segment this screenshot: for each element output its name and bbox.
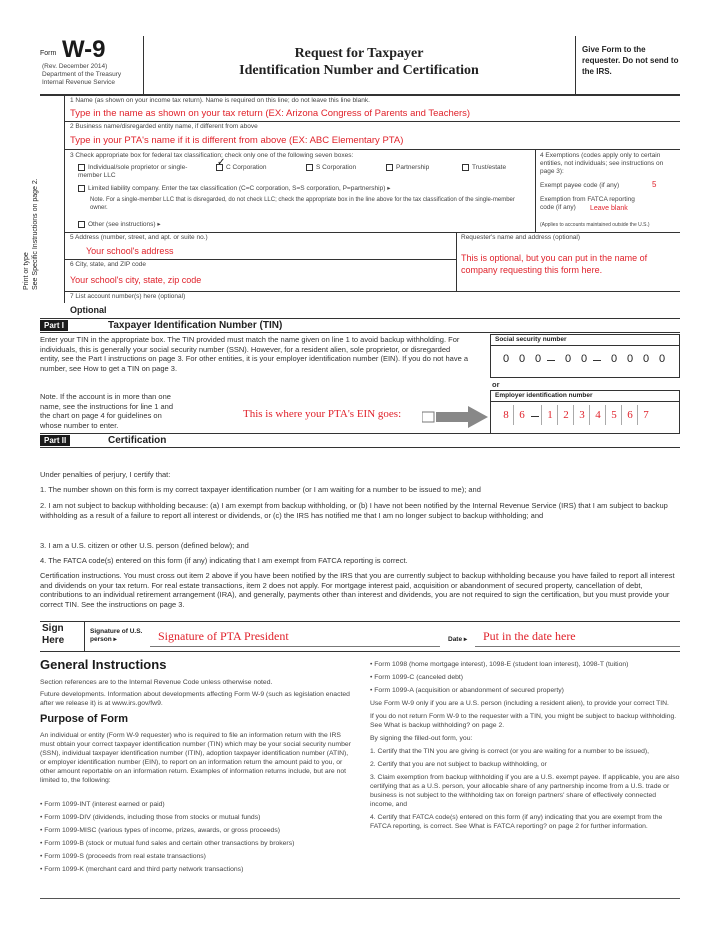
exemptions-title: 4 Exemptions (codes apply only to certain entities, not individuals; see instructions on page 3):	[540, 152, 664, 175]
bullet-item: • Form 1099-INT (interest earned or paid)	[40, 801, 165, 808]
tax-class-partnership[interactable]: Partnership	[386, 164, 429, 172]
revision: (Rev. December 2014)	[42, 63, 108, 70]
ein-digit[interactable]: 1	[547, 409, 553, 421]
checkbox-checked[interactable]: ✓	[216, 164, 223, 171]
line5-label: 5 Address (number, street, and apt. or suite no.)	[70, 234, 208, 241]
requester-input[interactable]: This is optional, but you can put in the name of company requesting this form here.	[461, 253, 648, 275]
bullet-item: By signing the filled-out form, you:	[370, 735, 473, 742]
line2-label: 2 Business name/disregarded entity name, if different from above	[70, 123, 258, 130]
ein-separator	[557, 405, 558, 425]
bullet-item: • Form 1099-K (merchant card and third party network transactions)	[40, 866, 244, 873]
date-label: Date ▸	[448, 636, 468, 643]
line1-input[interactable]: Type in the name as shown on your tax return (EX: Arizona Congress of Parents and Teachers)	[70, 108, 471, 119]
date-field[interactable]: Put in the date here	[483, 629, 576, 643]
purpose-text: An individual or entity (Form W-9 requester) who is required to file an information return with the IRS must obtain your correct taxpayer identification number (TIN) which may be your social security number (SSN), individual taxpayer identification number (ITIN), adoption taxpayer identification number (ATIN), or employer identification number (EIN), to report on an information return the amount paid to you, or other amount reportable on an information return. Examples of information returns include, but are not limited to, the following:	[40, 732, 351, 784]
bullet-item: 4. Certify that FATCA code(s) entered on this form (if any) indicating that you are exempt from the FATCA reporting, is correct. See What is FATCA reporting? on page 2 for further information.	[370, 814, 663, 830]
ein-digit[interactable]: 8	[503, 409, 509, 421]
bullet-item: 2. Certify that you are not subject to backup withholding, or	[370, 761, 547, 768]
ssn-digit[interactable]: 0	[642, 353, 650, 365]
ssn-digit[interactable]: 0	[534, 353, 542, 365]
ssn-digit[interactable]: 0	[502, 353, 510, 365]
tax-class-individual[interactable]: Individual/sole proprietor or single-member LLC	[78, 164, 188, 180]
exempt-payee-value[interactable]: 5	[652, 180, 657, 189]
ein-digit[interactable]: 4	[595, 409, 601, 421]
tax-class-llc[interactable]: Limited liability company. Enter the tax classification (C=C corporation, S=S corporation, P=partnership) ▸	[78, 185, 528, 193]
bullet-item: 3. Claim exemption from backup withholding if you are a U.S. exempt payee. If applicable, you are also certifying that as a U.S. person, your allocable share of any partnership income from a U.S. trade or business is not subject to the withholding tax on foreign partners' share of effectively connected income, and	[370, 774, 680, 808]
form-number: W-9	[62, 36, 106, 63]
ein-separator	[605, 405, 606, 425]
bullet-item: • Form 1099-DIV (dividends, including those from stocks or mutual funds)	[40, 814, 261, 821]
ein-digit[interactable]: 6	[519, 409, 525, 421]
general-p2: Future developments. Information about developments affecting Form W-9 (such as legislation enacted after we release it) is at www.irs.gov/fw9.	[40, 691, 350, 707]
give-form-note: Give Form to the requester. Do not send to the IRS.	[582, 45, 679, 76]
general-p1: Section references are to the Internal Revenue Code unless otherwise noted.	[40, 679, 273, 686]
right-bullets	[370, 660, 680, 835]
ein-separator	[621, 405, 622, 425]
checkbox[interactable]	[78, 164, 85, 171]
part1-badge: Part I	[40, 320, 68, 331]
line7-input[interactable]: Optional	[70, 305, 107, 315]
form-header	[40, 36, 680, 94]
bullet-item: • Form 1099-C (canceled debt)	[370, 674, 464, 681]
part2-title: Certification	[108, 435, 167, 446]
irs-label: Internal Revenue Service	[42, 79, 115, 86]
cert-item-2: 2. I am not subject to backup withholding because: (a) I am exempt from backup withholding, or (b) I have not been notified by the Internal Revenue Service (IRS) that I am subject to backup withholding as a result of a failure to report all interest or dividends, or (c) the IRS has notified me that I am no longer subject to backup withholding; and	[40, 501, 668, 520]
side-label: Print or type See Specific Instructions on page 2.	[23, 178, 39, 290]
ein-annotation: This is where your PTA's EIN goes:	[243, 408, 402, 420]
line5-input[interactable]: Your school's address	[86, 246, 174, 256]
ein-digit[interactable]: 2	[563, 409, 569, 421]
ein-digit[interactable]: 6	[627, 409, 633, 421]
signature-field[interactable]: Signature of PTA President	[158, 629, 289, 643]
llc-note: Note. For a single-member LLC that is disregarded, do not check LLC; check the appropriate box in the line above for the tax classification of the single-member owner.	[90, 197, 515, 211]
fatca-applies: (Applies to accounts maintained outside the U.S.)	[540, 222, 650, 228]
bullet-item: • Form 1099-MISC (various types of income, prizes, awards, or gross proceeds)	[40, 827, 280, 834]
checkbox[interactable]	[306, 164, 313, 171]
ssn-dash	[593, 360, 601, 361]
cert-instructions: Certification instructions. You must cross out item 2 above if you have been notified by the IRS that you are currently subject to backup withholding because you have failed to report all interest and dividends on your tax return. For real estate transactions, item 2 does not apply. For mortgage interest paid, acquisition or abandonment of secured property, cancellation of debt, contributions to an individual retirement arrangement (IRA), and generally, payments other than interest and dividends, you are not required to sign the certification, but you must provide your correct TIN. See the instructions on page 3.	[40, 571, 675, 609]
form-word: Form	[40, 50, 57, 57]
ein-digit[interactable]: 7	[643, 409, 649, 421]
purpose-heading: Purpose of Form	[40, 713, 129, 725]
line2-input[interactable]: Type in your PTA's name if it is different from above (EX: ABC Elementary PTA)	[70, 135, 404, 146]
bullet-item: • Form 1099-A (acquisition or abandonment of secured property)	[370, 687, 564, 694]
part1-note: Note. If the account is in more than one name, see the instructions for line 1 and the chart on page 4 for guidelines on whose number to enter.	[40, 392, 173, 430]
ein-box	[490, 390, 680, 434]
ein-separator	[541, 405, 542, 425]
part2-badge: Part II	[40, 435, 70, 446]
signature-label: Signature of U.S. person ▸	[90, 628, 143, 643]
cert-item-4: 4. The FATCA code(s) entered on this form (if any) indicating that I am exempt from FATCA reporting is correct.	[40, 556, 408, 565]
requester-label: Requester's name and address (optional)	[461, 234, 581, 241]
department: Department of the Treasury	[42, 71, 122, 78]
fatca-label: Exemption from FATCA reporting code (if any)	[540, 196, 635, 211]
or-label: or	[492, 380, 500, 389]
checkbox[interactable]	[78, 185, 85, 192]
bullet-item: Use Form W-9 only if you are a U.S. person (including a resident alien), to provide your correct TIN.	[370, 700, 669, 707]
ssn-label: Social security number	[495, 336, 567, 343]
bullet-item: • Form 1099-S (proceeds from real estate transactions)	[40, 853, 206, 860]
exempt-payee-label: Exempt payee code (if any)	[540, 182, 620, 189]
ssn-dash	[547, 360, 555, 361]
fatca-value[interactable]: Leave blank	[590, 205, 628, 212]
sign-here: Sign Here	[42, 623, 65, 646]
line3-label: 3 Check appropriate box for federal tax classification; check only one of the following seven boxes:	[70, 152, 354, 159]
ssn-digit[interactable]: 0	[658, 353, 666, 365]
ssn-digit[interactable]: 0	[564, 353, 572, 365]
line6-label: 6 City, state, and ZIP code	[70, 261, 146, 268]
ssn-digit[interactable]: 0	[518, 353, 526, 365]
part1-title: Taxpayer Identification Number (TIN)	[108, 320, 283, 331]
checkbox[interactable]	[462, 164, 469, 171]
bullet-item: If you do not return Form W-9 to the requester with a TIN, you might be subject to backup withholding. See What is backup withholding? on page 2.	[370, 713, 677, 729]
cert-intro: Under penalties of perjury, I certify that:	[40, 470, 171, 479]
general-heading: General Instructions	[40, 657, 167, 672]
arrow-icon	[422, 406, 490, 433]
bullet-item: 1. Certify that the TIN you are giving is correct (or you are waiting for a number to be issued),	[370, 748, 650, 755]
bullet-item: • Form 1099-B (stock or mutual fund sales and certain other transactions by brokers)	[40, 840, 295, 847]
ssn-digit[interactable]: 0	[580, 353, 588, 365]
left-bullets	[40, 800, 355, 878]
ein-separator	[513, 405, 514, 425]
ein-dash	[531, 416, 539, 417]
part1-text: Enter your TIN in the appropriate box. The TIN provided must match the name given on line 1 to avoid backup withholding. For individuals, this is generally your social security number (SSN). However, for a resident alien, sole proprietor, or disregarded entity, see the Part I instructions on page 3. For other entities, it is your employer identification number (EIN). If you do not have a number, see How to get a TIN on page 3.	[40, 335, 468, 373]
cert-item-3: 3. I am a U.S. citizen or other U.S. person (defined below); and	[40, 541, 249, 550]
cert-item-1: 1. The number shown on this form is my correct taxpayer identification number (or I am waiting for a number to be issued to me); and	[40, 485, 481, 494]
checkbox[interactable]	[386, 164, 393, 171]
form-title-2: Identification Number and Certification	[239, 63, 479, 78]
ein-separator	[637, 405, 638, 425]
tax-class-other[interactable]: Other (see instructions) ▸	[78, 221, 378, 229]
ssn-box	[490, 334, 680, 378]
bullet-item: • Form 1098 (home mortgage interest), 1098-E (student loan interest), 1098-T (tuition)	[370, 661, 629, 668]
line6-input[interactable]: Your school's city, state, zip code	[70, 275, 202, 285]
ein-separator	[573, 405, 574, 425]
form-title-1: Request for Taxpayer	[294, 46, 424, 61]
tax-class-s-corp[interactable]: S Corporation	[306, 164, 356, 172]
tax-class-trust[interactable]: Trust/estate	[462, 164, 506, 172]
checkbox[interactable]	[78, 221, 85, 228]
line7-label: 7 List account number(s) here (optional)	[70, 293, 186, 300]
tax-class-c-corp[interactable]: ✓ C Corporation	[217, 157, 267, 172]
ein-digit[interactable]: 3	[579, 409, 585, 421]
line1-label: 1 Name (as shown on your income tax return). Name is required on this line; do not leave this line blank.	[70, 97, 370, 104]
ein-label: Employer identification number	[495, 392, 593, 399]
ein-digit[interactable]: 5	[611, 409, 617, 421]
ein-separator	[589, 405, 590, 425]
ssn-digit[interactable]: 0	[626, 353, 634, 365]
ssn-digit[interactable]: 0	[610, 353, 618, 365]
